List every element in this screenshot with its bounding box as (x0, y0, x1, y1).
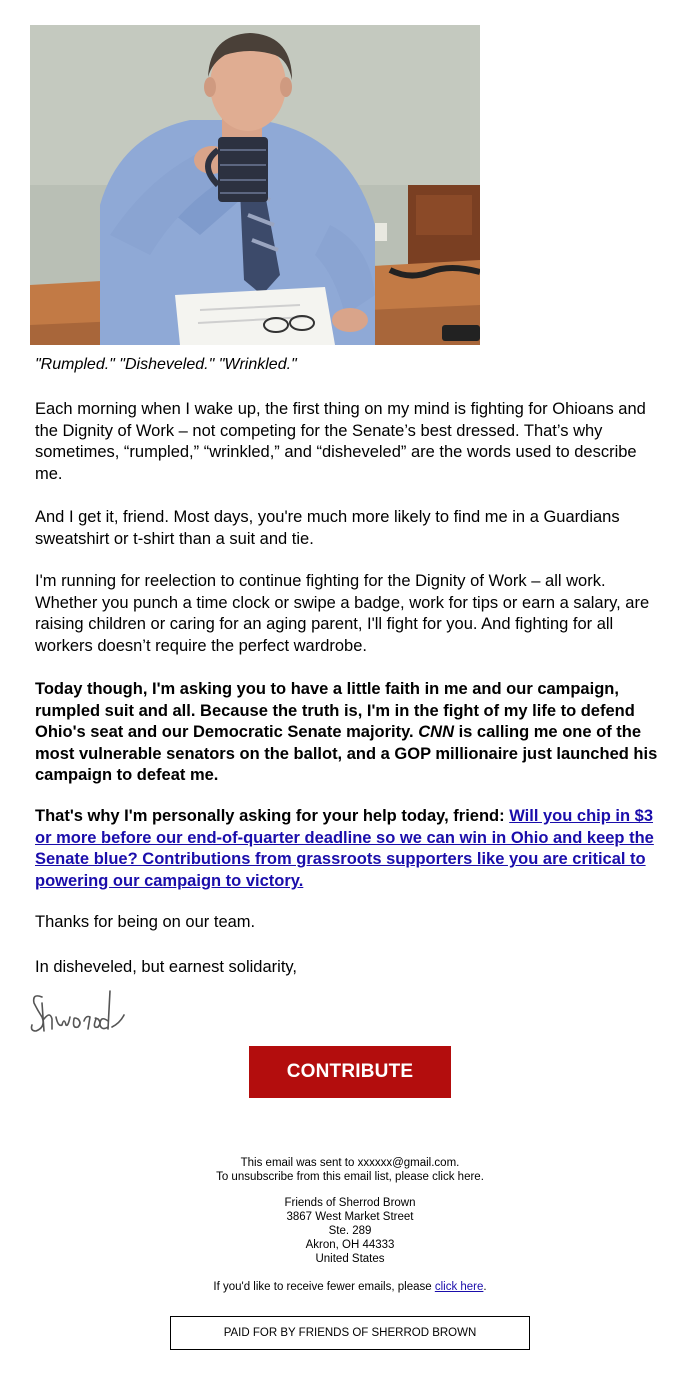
fewer-emails-link[interactable]: click here (434, 1281, 484, 1293)
chip-in-link[interactable]: Will you chip in $3 or more before our end-of-quarter deadline so we can win in Ohio and keep the Senate blue? Contributions from grassroots supporters like you are critical to powering our campaign to victory. (35, 807, 654, 890)
photo-caption: "Rumpled." "Disheveled." "Wrinkled." (35, 356, 297, 373)
signature (28, 983, 128, 1039)
fewer-emails-period: . (483, 1281, 487, 1293)
footer-address (0, 1196, 700, 1266)
header-photo (30, 25, 480, 345)
ask-text: That's why I'm personally asking for your help today, friend: (35, 807, 510, 825)
footer-recipient (0, 1156, 700, 1184)
paragraph-thanks: Thanks for being on our team. (35, 913, 256, 931)
paragraph-faith (35, 679, 667, 787)
paragraph-ask (35, 806, 667, 892)
paragraph-signoff: In disheveled, but earnest solidarity, (35, 958, 298, 976)
paragraph-guardians: And I get it, friend. Most days, you're much more likely to find me in a Guardians sweatshirt or t-shirt than a suit and tie. (35, 508, 620, 548)
cnn-text: CNN (418, 723, 454, 742)
fewer-emails-line (0, 1280, 700, 1294)
contribute-button[interactable]: CONTRIBUTE (249, 1046, 451, 1098)
paragraph-reelection: I'm running for reelection to continue fighting for the Dignity of Work – all work. Whether you punch a time clock or swipe a badge, work for tips or earn a salary, are raising children or caring for an aging parent, I'll fight for you. And fighting for all workers doesn’t require the perfect wardrobe. (35, 572, 650, 655)
address-line: 3867 West Market Street (286, 1211, 414, 1223)
sent-to-text: This email was sent to xxxxxx@gmail.com. (240, 1157, 460, 1169)
faith-text-b: is calling me one of the most vulnerable senators on the ballot, and a GOP millionaire just launched his campaign to defeat me. (35, 723, 658, 785)
signature-graphic (28, 983, 128, 1039)
paragraph-intro: Each morning when I wake up, the first thing on my mind is fighting for Ohioans and the Dignity of Work – not competing for the Senate’s best dressed. That’s why sometimes, “rumpled,” “wrinkled,” and “disheveled” are the words used to describe me. (35, 400, 646, 483)
address-line: United States (315, 1253, 385, 1265)
paid-for-disclaimer: PAID FOR BY FRIENDS OF SHERROD BROWN (170, 1316, 530, 1350)
fewer-emails-text: If you'd like to receive fewer emails, please (213, 1281, 435, 1293)
address-line: Akron, OH 44333 (305, 1239, 395, 1251)
address-line: Friends of Sherrod Brown (284, 1197, 416, 1209)
address-line: Ste. 289 (328, 1225, 372, 1237)
photo-illustration (30, 25, 480, 345)
unsubscribe-link[interactable]: To unsubscribe from this email list, please click here. (216, 1171, 484, 1183)
faith-text-a: Today though, I'm asking you to have a little faith in me and our campaign, rumpled suit and all. Because the truth is, I'm in the fight of my life to defend Ohio's seat and our Democratic Senate majority. (35, 680, 635, 742)
